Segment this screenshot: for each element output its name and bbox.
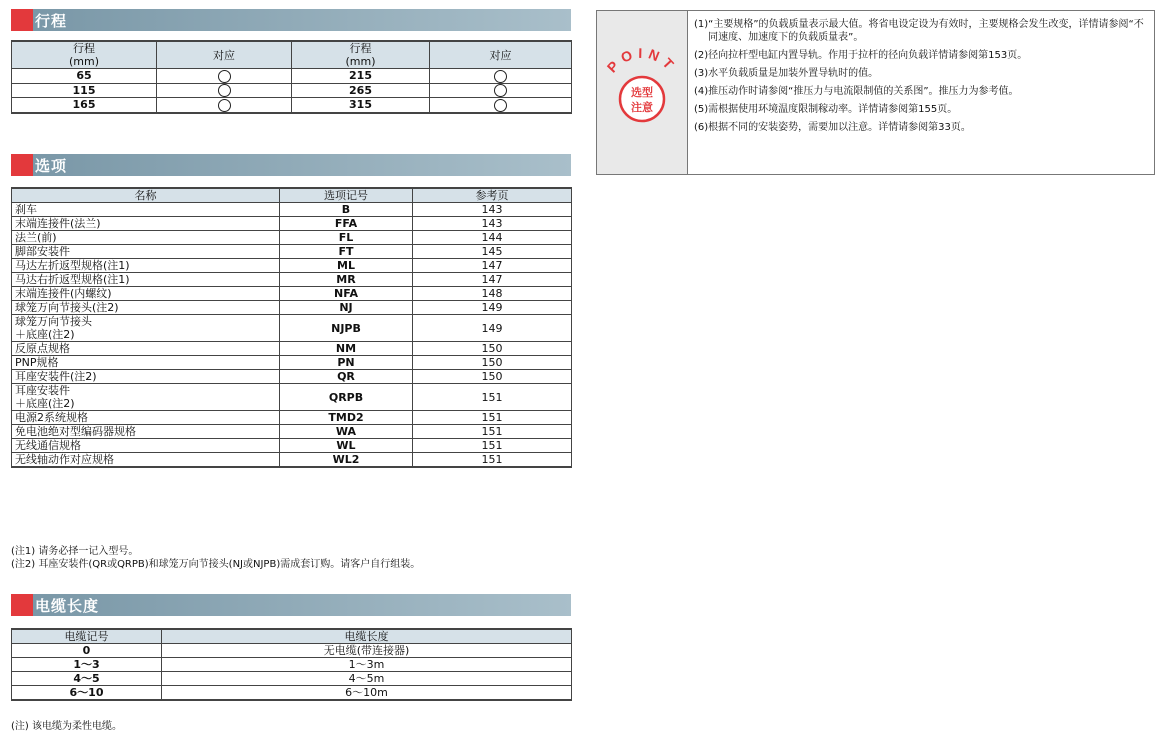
option-name — [12, 217, 280, 231]
option-name-line: 反原点规格 — [15, 342, 70, 355]
cable-code: 6～10 — [12, 686, 162, 701]
option-page: 151 — [413, 453, 572, 468]
option-name-line: 耳座安装件 — [15, 384, 70, 397]
point-note-item — [694, 103, 1150, 116]
table-row — [12, 686, 572, 701]
table-row — [12, 453, 572, 468]
option-code: NJPB — [280, 315, 413, 342]
option-code: NM — [280, 342, 413, 356]
option-code: FT — [280, 245, 413, 259]
page-header: 参考页 — [413, 188, 572, 203]
option-code: ML — [280, 259, 413, 273]
support-mark — [430, 98, 572, 113]
option-name — [12, 342, 280, 356]
option-name-line: 末端连接件(法兰) — [15, 217, 101, 230]
table-row — [12, 83, 572, 98]
option-page: 145 — [413, 245, 572, 259]
table-row — [12, 370, 572, 384]
option-code: QRPB — [280, 384, 413, 411]
point-badge — [597, 11, 687, 174]
section-marker — [11, 9, 33, 31]
options-section-header — [11, 154, 571, 176]
table-row — [12, 231, 572, 245]
point-note-item — [694, 18, 1150, 44]
options-table — [11, 187, 572, 468]
option-name — [12, 425, 280, 439]
option-name-line: 耳座安装件(注2) — [15, 370, 97, 383]
option-name-line: PNP规格 — [15, 356, 59, 369]
option-name — [12, 453, 280, 468]
option-code: QR — [280, 370, 413, 384]
section-marker — [11, 594, 33, 616]
stroke-header-unit: (mm) — [345, 55, 376, 68]
options-notes — [11, 545, 420, 571]
option-code: NJ — [280, 301, 413, 315]
options-section-title: 选项 — [35, 156, 68, 175]
note-1: (注1) 请务必择一记入型号。 — [11, 546, 139, 557]
option-name — [12, 231, 280, 245]
point-note-number: (5) — [694, 104, 709, 115]
cable-length-header: 电缆长度 — [162, 629, 572, 644]
option-page: 151 — [413, 439, 572, 453]
option-name-line: 球笼万向节接头(注2) — [15, 301, 119, 314]
support-mark — [430, 69, 572, 84]
point-note-text: 推压动作时请参阅“推压力与电流限制值的关系图”。推压力为参考值。 — [708, 86, 1019, 97]
option-name — [12, 439, 280, 453]
circle-icon — [218, 70, 231, 83]
option-page: 149 — [413, 315, 572, 342]
option-name-line: 刹车 — [15, 203, 37, 216]
stroke-value: 265 — [292, 83, 430, 98]
cable-length: 6～10m — [162, 686, 572, 701]
option-code: NFA — [280, 287, 413, 301]
table-row — [12, 672, 572, 686]
option-page: 143 — [413, 217, 572, 231]
table-row — [12, 425, 572, 439]
option-name-line: ＋底座(注2) — [15, 397, 75, 410]
point-note-number: (4) — [694, 86, 709, 97]
point-note-item — [694, 121, 1150, 134]
code-header: 选项记号 — [280, 188, 413, 203]
point-note-text: 需根据使用环境温度限制稼动率。详情请参阅第155页。 — [708, 104, 958, 115]
circle-icon — [494, 70, 507, 83]
table-row — [12, 273, 572, 287]
table-row — [12, 69, 572, 84]
circle-icon — [218, 99, 231, 112]
table-row — [12, 315, 572, 342]
support-header: 对应 — [430, 41, 572, 69]
point-arc-text: POINT — [603, 44, 681, 76]
option-page: 150 — [413, 356, 572, 370]
option-code: WA — [280, 425, 413, 439]
support-mark — [157, 98, 292, 113]
circle-icon — [494, 99, 507, 112]
stroke-value: 315 — [292, 98, 430, 113]
option-page: 147 — [413, 259, 572, 273]
point-note-number: (6) — [694, 122, 709, 133]
point-note-text: 径向拉杆型电缸内置导轨。作用于拉杆的径向负载详情请参阅第153页。 — [708, 50, 1028, 61]
badge-ring — [620, 77, 664, 121]
selection-notes-box — [596, 10, 1155, 175]
table-row — [12, 342, 572, 356]
stroke-header-unit: (mm) — [68, 55, 99, 68]
option-code: FFA — [280, 217, 413, 231]
cable-note — [11, 720, 122, 733]
option-page: 150 — [413, 370, 572, 384]
table-row — [12, 301, 572, 315]
point-note-number: (1) — [694, 19, 709, 30]
stroke-section-header — [11, 9, 571, 31]
support-mark — [157, 83, 292, 98]
cable-length: 无电缆(带连接器) — [162, 644, 572, 658]
option-page: 143 — [413, 203, 572, 217]
point-note-number: (2) — [694, 50, 709, 61]
badge-line-1: 选型 — [631, 86, 653, 99]
option-code: MR — [280, 273, 413, 287]
point-notes-list — [688, 11, 1154, 174]
option-page: 151 — [413, 425, 572, 439]
table-row — [12, 658, 572, 672]
cable-section-header — [11, 594, 571, 616]
stroke-value: 165 — [12, 98, 157, 113]
point-note-text: 水平负载质量是加装外置导轨时的值。 — [708, 68, 879, 79]
name-header: 名称 — [12, 188, 280, 203]
cable-code-header: 电缆记号 — [12, 629, 162, 644]
option-name — [12, 259, 280, 273]
stroke-value: 65 — [12, 69, 157, 84]
circle-icon — [218, 84, 231, 97]
option-name — [12, 315, 280, 342]
option-code: B — [280, 203, 413, 217]
option-code: WL — [280, 439, 413, 453]
option-code: FL — [280, 231, 413, 245]
option-page: 147 — [413, 273, 572, 287]
point-badge-panel — [597, 11, 688, 174]
option-page: 144 — [413, 231, 572, 245]
option-name-line: 免电池绝对型编码器规格 — [15, 425, 136, 438]
table-row — [12, 203, 572, 217]
section-marker — [11, 154, 33, 176]
table-row — [12, 259, 572, 273]
option-name-line: 电源2系统规格 — [15, 411, 88, 424]
stroke-header — [292, 41, 430, 69]
cable-code: 1～3 — [12, 658, 162, 672]
table-row — [12, 217, 572, 231]
option-code: WL2 — [280, 453, 413, 468]
table-row — [12, 356, 572, 370]
cable-section-title: 电缆长度 — [35, 596, 100, 615]
stroke-table — [11, 40, 572, 114]
point-note-item — [694, 49, 1150, 62]
option-name-line: 无线通信规格 — [15, 439, 81, 452]
point-note-text: “主要规格”的负载质量表示最大值。将省电设定设为有效时，主要规格会发生改变，详情请参阅“不同速度、加速度下的负载质量表”。 — [708, 19, 1144, 43]
support-mark — [157, 69, 292, 84]
option-name-line: 法兰(前) — [15, 231, 57, 244]
option-name — [12, 245, 280, 259]
option-name — [12, 287, 280, 301]
cable-code: 0 — [12, 644, 162, 658]
table-row — [12, 411, 572, 425]
point-note-item — [694, 85, 1150, 98]
option-name — [12, 384, 280, 411]
table-row — [12, 384, 572, 411]
stroke-header-label: 行程 — [73, 42, 95, 55]
stroke-value: 115 — [12, 83, 157, 98]
option-name-line: 脚部安装件 — [15, 245, 70, 258]
option-name-line: 马达左折返型规格(注1) — [15, 259, 130, 272]
option-name — [12, 203, 280, 217]
option-page: 149 — [413, 301, 572, 315]
circle-icon — [494, 84, 507, 97]
table-row — [12, 98, 572, 113]
support-mark — [430, 83, 572, 98]
stroke-value: 215 — [292, 69, 430, 84]
table-row — [12, 245, 572, 259]
stroke-section-title: 行程 — [35, 11, 68, 30]
badge-line-2: 注意 — [631, 101, 653, 114]
option-page: 150 — [413, 342, 572, 356]
option-page: 148 — [413, 287, 572, 301]
table-row — [12, 287, 572, 301]
point-note-text: 根据不同的安装姿势，需要加以注意。详情请参阅第33页。 — [708, 122, 971, 133]
option-name-line: ＋底座(注2) — [15, 328, 75, 341]
option-name — [12, 356, 280, 370]
point-note-item — [694, 67, 1150, 80]
table-row — [12, 439, 572, 453]
option-name — [12, 370, 280, 384]
option-name — [12, 301, 280, 315]
option-name-line: 马达右折返型规格(注1) — [15, 273, 130, 286]
option-name-line: 无线轴动作对应规格 — [15, 453, 114, 466]
cable-note-text: (注) 该电缆为柔性电缆。 — [11, 721, 122, 732]
stroke-header — [12, 41, 157, 69]
cable-code: 4～5 — [12, 672, 162, 686]
option-name-line: 球笼万向节接头 — [15, 315, 92, 328]
option-code: TMD2 — [280, 411, 413, 425]
table-row — [12, 644, 572, 658]
option-page: 151 — [413, 411, 572, 425]
option-name-line: 末端连接件(内螺纹) — [15, 287, 112, 300]
cable-table — [11, 628, 572, 701]
cable-length: 4～5m — [162, 672, 572, 686]
support-header: 对应 — [157, 41, 292, 69]
cable-length: 1～3m — [162, 658, 572, 672]
option-page: 151 — [413, 384, 572, 411]
point-note-number: (3) — [694, 68, 709, 79]
option-name — [12, 411, 280, 425]
option-name — [12, 273, 280, 287]
stroke-header-label: 行程 — [349, 42, 372, 55]
option-code: PN — [280, 356, 413, 370]
note-2: (注2) 耳座安装件(QR或QRPB)和球笼万向节接头(NJ或NJPB)需成套订购。请客户自行组装。 — [11, 559, 421, 570]
